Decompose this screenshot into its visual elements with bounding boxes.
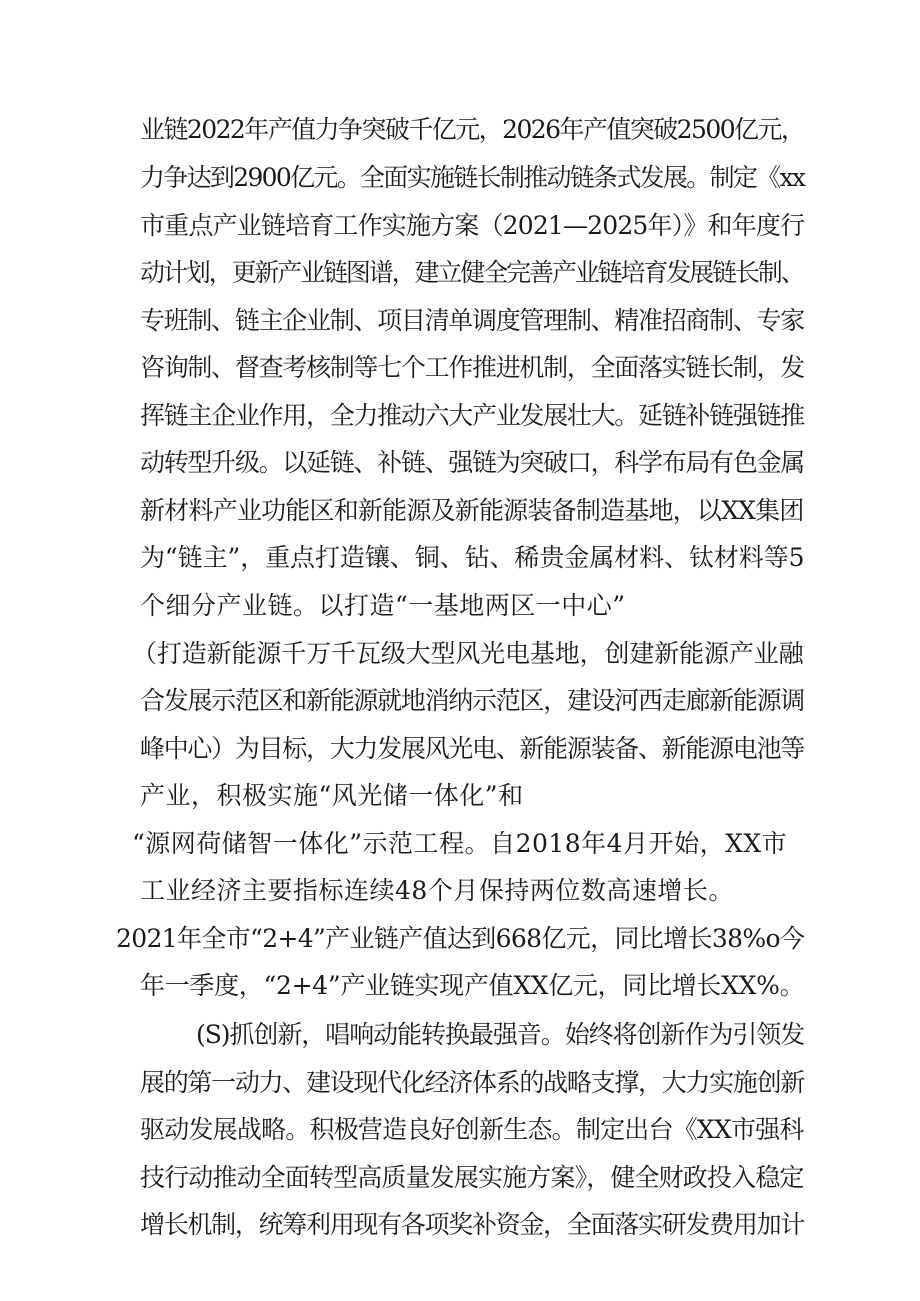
text-line: 年一季度，“2+4”产业链实现产值XX亿元，同比增长XX%。 [140,971,805,1000]
text-line: 专班制、链主企业制、项目清单调度管理制、精准招商制、专家 [140,306,805,335]
text-line: 动计划，更新产业链图谱，建立健全完善产业链培育发展链长制、 [140,258,804,287]
text-line: 展的第一动力、建设现代化经济体系的战略支撑，大力实施创新 [140,1068,805,1097]
text-line: 挥链主企业作用，全力推动六大产业发展壮大。延链补链强链推 [140,401,805,430]
text-line: 市重点产业链培育工作实施方案（2021—2025年）》和年度行 [140,211,805,240]
text-line: （打造新能源千万千瓦级大型风光电基地，创建新能源产业融 [132,639,804,668]
text-line: 产业，积极实施“风光储一体化”和 [140,781,524,810]
text-line: 力争达到2900亿元。全面实施链长制推动链条式发展。制定《xx [140,163,805,192]
text-line: 新材料产业功能区和新能源及新能源装备制造基地，以XX集团 [140,496,804,525]
text-line: 动转型升级。以延链、补链、强链为突破口，科学布局有色金属 [140,448,805,477]
text-line: 业链2022年产值力争突破千亿元，2026年产值突破2500亿元， [140,115,805,144]
text-line: 增长机制，统筹利用现有各项奖补资金，全面落实研发费用加计 [140,1210,805,1239]
text-line: 为“链主”，重点打造镶、铜、钻、稀贵金属材料、钛材料等5 [140,543,805,572]
text-line: 技行动推动全面转型高质量发展实施方案》，健全财政投入稳定 [140,1163,804,1192]
text-line: 合发展示范区和新能源就地消纳示范区，建设河西走廊新能源调 [140,686,805,715]
text-line: 峰中心）为目标，大力发展风光电、新能源装备、新能源电池等 [140,734,805,763]
text-line: 个细分产业链。以打造“一基地两区一中心” [140,591,626,620]
text-line: (S)抓创新，唱响动能转换最强音。始终将创新作为引领发 [196,1020,805,1049]
text-line: “源网荷储智一体化”示范工程。自2018年4月开始，XX市 [132,829,788,858]
text-line: 工业经济主要指标连续48个月保持两位数高速增长。 [140,876,734,905]
text-line: 驱动发展战略。积极营造良好创新生态。制定出台《XX市强科 [140,1115,804,1144]
text-line: 2021年全市“2+4”产业链产值达到668亿元，同比增长38%o今 [116,924,805,953]
text-line: 咨询制、督查考核制等七个工作推进机制，全面落实链长制，发 [140,353,805,382]
